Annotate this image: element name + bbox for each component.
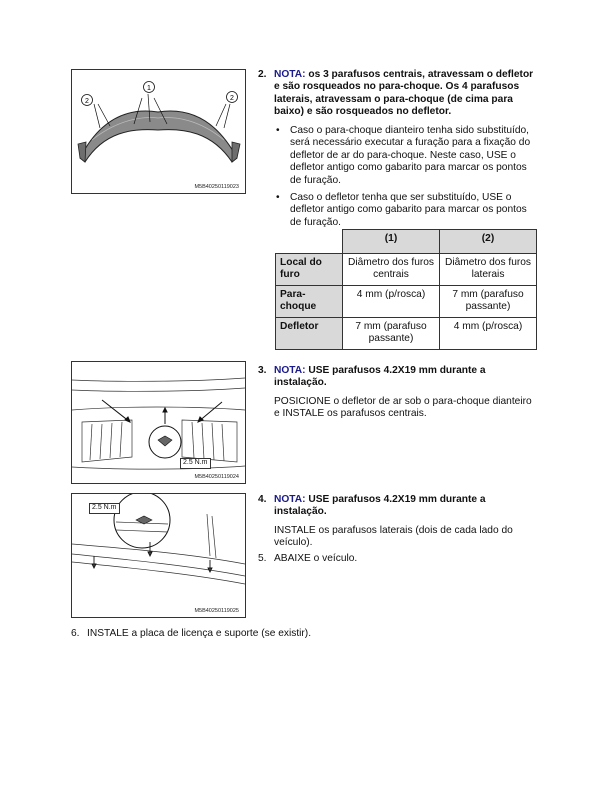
- step-number: 6.: [71, 628, 80, 639]
- callout-1-label: 1: [147, 85, 151, 92]
- figure-code: M5B40250119025: [194, 608, 239, 615]
- figure-code: M5B40250119024: [194, 474, 239, 481]
- figure-central-screws: [71, 361, 246, 484]
- step-6: [71, 628, 471, 640]
- deflector-illustration: [72, 70, 245, 193]
- row-label: Local do furo: [276, 254, 343, 286]
- note-text: USE parafusos 4.2X19 mm durante a instalação.: [274, 494, 486, 518]
- figure-deflector: [71, 69, 246, 194]
- hole-diameter-table: [275, 229, 537, 350]
- table-cell: 4 mm (p/rosca): [440, 317, 537, 349]
- figure-code: M5B40250119023: [194, 184, 239, 191]
- note-text: USE parafusos 4.2X19 mm durante a instalação.: [274, 365, 486, 389]
- table-cell: 4 mm (p/rosca): [343, 285, 440, 317]
- row-label: Para-choque: [276, 285, 343, 317]
- step-text: ABAIXE o veículo.: [274, 553, 358, 564]
- table-cell: 7 mm (parafuso passante): [440, 285, 537, 317]
- table-cell: 7 mm (parafuso passante): [343, 317, 440, 349]
- bullet-item: • Caso o para-choque dianteiro tenha sido substituído, será necessário executar a furação para a fixação do defletor de ar do para-choque. Neste caso, USE o defletor antigo como gabarito para marcar os pontos de furação.: [274, 125, 540, 187]
- bullet-item: • Caso o defletor tenha que ser substituído, USE o defletor antigo como gabarito para marcar os pontos de furação.: [274, 192, 540, 229]
- table-corner: [276, 230, 343, 254]
- step-text: POSICIONE o defletor de ar sob o para-choque dianteiro e INSTALE os parafusos centrais.: [274, 395, 532, 420]
- table-row: [276, 254, 537, 286]
- step-3: [258, 365, 540, 421]
- table-cell: Diâmetro dos furos laterais: [440, 254, 537, 286]
- step-number: 5.: [258, 553, 267, 564]
- step-2: [258, 69, 540, 234]
- table-row: [276, 285, 537, 317]
- step-4: [258, 494, 540, 550]
- note-label: NOTA:: [274, 494, 306, 505]
- table-row: [276, 317, 537, 349]
- note-label: NOTA:: [274, 69, 306, 80]
- table-cell: Diâmetro dos furos centrais: [343, 254, 440, 286]
- central-screws-illustration: [72, 362, 245, 483]
- step-text: INSTALE a placa de licença e suporte (se existir).: [87, 628, 312, 639]
- note-label: NOTA:: [274, 365, 306, 376]
- figure-lateral-screws: [71, 493, 246, 618]
- torque-label: 2.5 N.m: [180, 458, 211, 469]
- step-number: 4.: [258, 494, 267, 505]
- row-label: Defletor: [276, 317, 343, 349]
- table-header: (1): [343, 230, 440, 254]
- step-number: 3.: [258, 365, 267, 376]
- torque-label: 2.5 N.m: [89, 503, 120, 514]
- note-text: os 3 parafusos centrais, atravessam o defletor e são rosqueados no para-choque. Os 4 parafusos laterais, atravessam o para-choque (de cima para baixo) e são rosqueados no defletor.: [274, 69, 534, 118]
- step-number: 2.: [258, 69, 267, 80]
- table-header: (2): [440, 230, 537, 254]
- callout-2-label: 2: [85, 98, 89, 105]
- callout-2-label: 2: [230, 95, 234, 102]
- step-text: INSTALE os parafusos laterais (dois de cada lado do veículo).: [274, 524, 513, 549]
- step-5: [258, 553, 540, 565]
